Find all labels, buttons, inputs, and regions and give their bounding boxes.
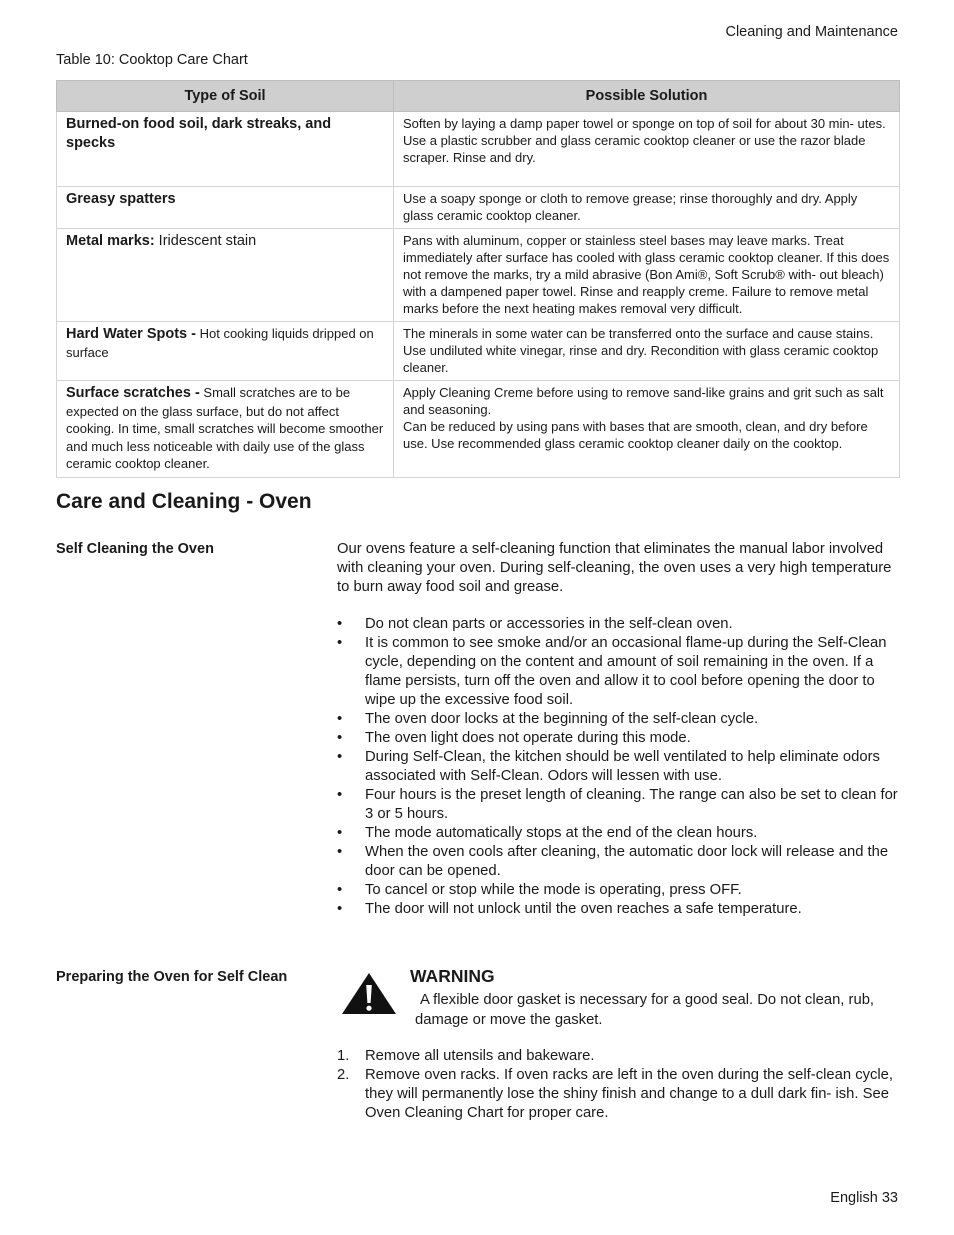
table-row bbox=[57, 229, 900, 322]
solution-cell bbox=[394, 381, 900, 478]
cooktop-care-table bbox=[56, 80, 900, 478]
self-clean-bullet-list bbox=[337, 615, 899, 919]
solution-paragraph: Use a plastic scrubber and glass ceramic cooktop cleaner or use the razor blade scraper. Rinse and dry. bbox=[403, 133, 866, 165]
bullet-mark: • bbox=[337, 882, 343, 898]
table-row bbox=[57, 112, 900, 187]
section-title: Care and Cleaning - Oven bbox=[56, 490, 312, 513]
bullet-mark: • bbox=[337, 711, 343, 727]
solution-cell bbox=[394, 112, 900, 187]
soil-description: Iridescent stain bbox=[154, 233, 257, 249]
list-item-text: Do not clean parts or accessories in the self-clean oven. bbox=[365, 616, 733, 632]
list-item bbox=[337, 824, 899, 843]
soil-description: Small scratches are to be expected on the glass surface, but do not affect cooking. In time, small scratches will become smoother and much less noticeable with daily use of the glass ceramic cooktop cleaner. bbox=[66, 385, 384, 471]
solution-paragraph: Soften by laying a damp paper towel or sponge on top of soil for about 30 min- utes. bbox=[403, 116, 886, 131]
list-item-text: To cancel or stop while the mode is operating, press OFF. bbox=[365, 882, 742, 898]
preparing-heading: Preparing the Oven for Self Clean bbox=[56, 969, 288, 985]
list-item bbox=[337, 900, 899, 919]
step-number: 1. bbox=[337, 1048, 350, 1064]
page-footer: English 33 bbox=[830, 1190, 898, 1206]
list-item bbox=[337, 615, 899, 634]
list-item bbox=[337, 786, 899, 824]
solution-cell bbox=[394, 187, 900, 229]
list-item-text: During Self-Clean, the kitchen should be well ventilated to help eliminate odors associated with Self-Clean. Odors will lessen with use. bbox=[365, 749, 880, 784]
bullet-mark: • bbox=[337, 616, 343, 632]
solution-paragraph: The minerals in some water can be transferred onto the surface and cause stains. Use undiluted white vinegar, rinse and dry. Recondition with glass ceramic cooktop cleaner. bbox=[403, 326, 879, 375]
step-number: 2. bbox=[337, 1067, 350, 1083]
solution-paragraph: Can be reduced by using pans with bases that are smooth, clean, and dry before use. Use recommended glass ceramic cooktop cleaner daily on the cooktop. bbox=[403, 419, 868, 451]
warning-text: A flexible door gasket is necessary for a good seal. Do not clean, rub, damage or move the gasket. bbox=[415, 992, 875, 1028]
bullet-mark: • bbox=[337, 749, 343, 765]
list-item-text: It is common to see smoke and/or an occasional flame-up during the Self-Clean cycle, depending on the content and amount of soil remaining in the oven. If a flame persists, turn off the oven and allow it to cool before opening the door to wipe up the excessive food soil. bbox=[365, 635, 887, 708]
list-item bbox=[337, 1066, 899, 1123]
solution-paragraph: Pans with aluminum, copper or stainless steel bases may leave marks. Treat immediately after surface has cooled with glass ceramic cooktop cleaner. If this does not remove the marks, try a mild abrasive (Bon Ami®, Soft Scrub® with- out bleach) with a dampened paper towel. Rinse and reapply creme. Failure to remove metal marks before the next heating makes removal very difficult. bbox=[403, 233, 890, 316]
soil-label: Burned-on food soil, dark streaks, and specks bbox=[66, 116, 332, 151]
step-text: Remove oven racks. If oven racks are left in the oven during the self-clean cycle, they will permanently lose the shiny finish and change to a dull dark fin- ish. See Oven Cleaning Chart for proper care. bbox=[365, 1067, 894, 1121]
warning-title: WARNING bbox=[410, 966, 495, 986]
bullet-mark: • bbox=[337, 825, 343, 841]
bullet-mark: • bbox=[337, 730, 343, 746]
list-item bbox=[337, 710, 899, 729]
self-cleaning-body bbox=[337, 540, 899, 919]
table-row bbox=[57, 187, 900, 229]
list-item bbox=[337, 1047, 899, 1066]
soil-label: Greasy spatters bbox=[66, 191, 176, 207]
warning-triangle-icon bbox=[340, 972, 398, 1016]
bullet-mark: • bbox=[337, 901, 343, 917]
list-item bbox=[337, 748, 899, 786]
bullet-mark: • bbox=[337, 787, 343, 803]
list-item-text: The mode automatically stops at the end of the clean hours. bbox=[365, 825, 758, 841]
list-item-text: The oven light does not operate during this mode. bbox=[365, 730, 691, 746]
table-header-row bbox=[57, 81, 900, 112]
list-item-text: The oven door locks at the beginning of the self-clean cycle. bbox=[365, 711, 759, 727]
bullet-mark: • bbox=[337, 844, 343, 860]
solution-paragraph: Apply Cleaning Creme before using to remove sand-like grains and grit such as salt and seasoning. bbox=[403, 385, 884, 417]
soil-cell bbox=[57, 187, 394, 229]
step-text: Remove all utensils and bakeware. bbox=[365, 1048, 595, 1064]
soil-label: Surface scratches - bbox=[66, 385, 200, 401]
soil-cell bbox=[57, 322, 394, 381]
soil-cell bbox=[57, 381, 394, 478]
soil-description: Hot cooking liquids dripped on surface bbox=[66, 326, 374, 360]
list-item-text: Four hours is the preset length of cleaning. The range can also be set to clean for 3 or 5 hours. bbox=[365, 787, 898, 822]
list-item bbox=[337, 729, 899, 748]
list-item bbox=[337, 634, 899, 710]
list-item-text: When the oven cools after cleaning, the automatic door lock will release and the door can be opened. bbox=[365, 844, 889, 879]
list-item bbox=[337, 843, 899, 881]
preparing-steps bbox=[337, 1047, 899, 1123]
column-header-soil: Type of Soil bbox=[57, 81, 394, 112]
solution-paragraph: Use a soapy sponge or cloth to remove grease; rinse thoroughly and dry. Apply glass ceramic cooktop cleaner. bbox=[403, 191, 858, 223]
table-row bbox=[57, 322, 900, 381]
column-header-solution: Possible Solution bbox=[394, 81, 900, 112]
list-item bbox=[337, 881, 899, 900]
table-row bbox=[57, 381, 900, 478]
soil-label: Hard Water Spots - bbox=[66, 326, 196, 342]
bullet-mark: • bbox=[337, 635, 343, 651]
soil-cell bbox=[57, 112, 394, 187]
solution-cell bbox=[394, 322, 900, 381]
soil-label: Metal marks: bbox=[66, 233, 155, 249]
preparing-step-list bbox=[337, 1047, 899, 1123]
intro-paragraph: Our ovens feature a self-cleaning function that eliminates the manual labor involved with cleaning your oven. During self-cleaning, the oven uses a very high temperature to burn away food soil and grease. bbox=[337, 541, 892, 595]
table-caption: Table 10: Cooktop Care Chart bbox=[56, 52, 248, 68]
soil-cell bbox=[57, 229, 394, 322]
solution-cell bbox=[394, 229, 900, 322]
running-header: Cleaning and Maintenance bbox=[725, 24, 898, 40]
self-cleaning-heading: Self Cleaning the Oven bbox=[56, 541, 214, 557]
list-item-text: The door will not unlock until the oven reaches a safe temperature. bbox=[365, 901, 802, 917]
